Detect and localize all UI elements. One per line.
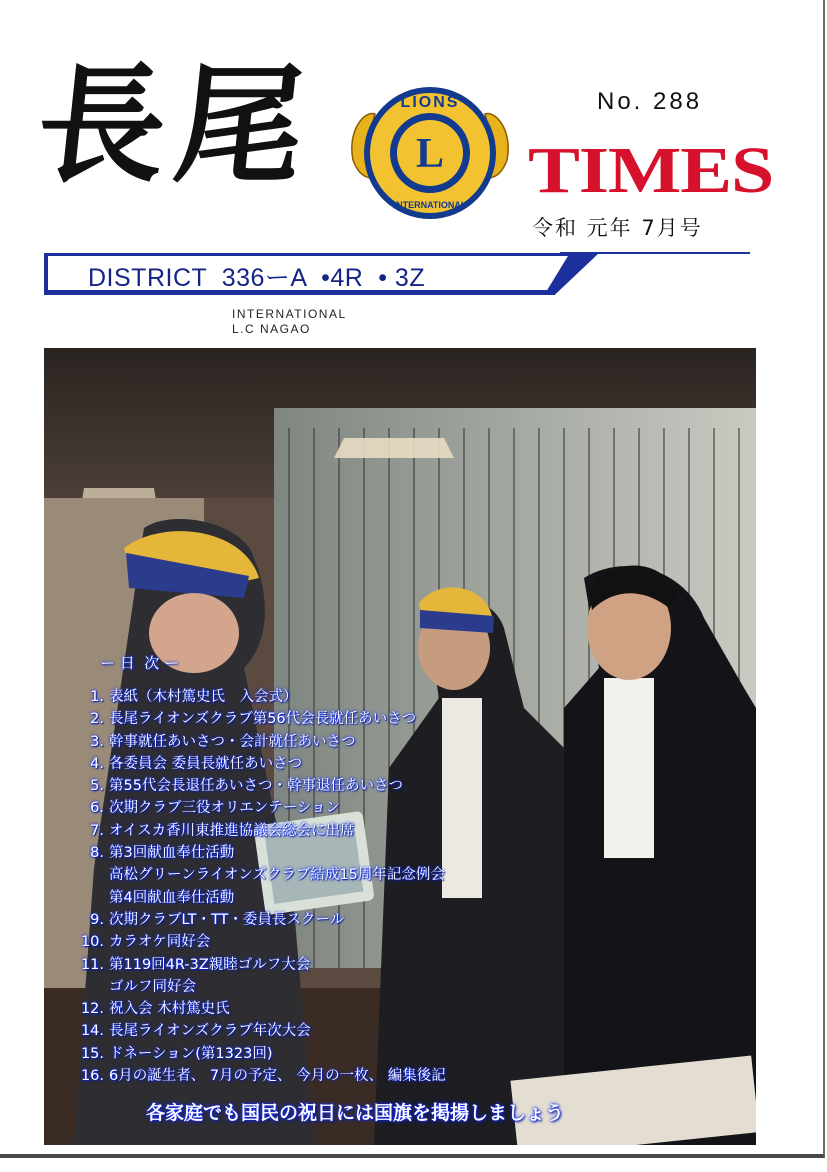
contents-item-number: 16.: [80, 1068, 104, 1085]
contents-item-number: 10.: [80, 934, 104, 951]
lions-international-logo: [347, 70, 513, 236]
contents-subitem: 高松グリーンライオンズクラブ結成15周年記念例会: [109, 867, 445, 884]
lions-l-mark: L: [415, 131, 445, 177]
contents-item: [72, 686, 446, 708]
contents-item: [72, 820, 446, 842]
contents-item-title: カラオケ同好会: [109, 934, 211, 951]
contents-item-number: 4.: [90, 755, 104, 772]
contents-item: [72, 731, 446, 753]
flag-reminder-message: 各家庭でも国民の祝日には国旗を掲揚しましょう: [146, 1102, 565, 1124]
contents-item-title: 第3回献血奉仕活動: [109, 845, 235, 862]
contents-item-number: 11.: [80, 956, 104, 973]
contents-item-number: 7.: [90, 822, 104, 839]
contents-heading: ー 日 次 ー: [100, 654, 180, 672]
contents-item-title: 次期クラブLT・TT・委員長スクール: [109, 911, 345, 928]
contents-item-number: 8.: [90, 845, 104, 862]
club-name-line2: L.C NAGAO: [232, 322, 311, 336]
contents-item-title: ドネーション(第1323回): [109, 1045, 273, 1062]
contents-item-title: 第119回4R-3Z親睦ゴルフ大会: [109, 956, 311, 973]
contents-item: [72, 998, 446, 1020]
contents-item-title: 表紙（木村篤史氏 入会式）: [109, 689, 298, 705]
contents-item: [72, 1020, 446, 1042]
contents-item: [72, 708, 446, 730]
contents-item: [72, 954, 446, 976]
contents-list: [72, 686, 446, 1087]
contents-item-number: 1.: [90, 689, 104, 705]
contents-item-number: 14.: [80, 1023, 104, 1040]
contents-item-title: 6月の誕生者、 7月の予定、 今月の一枚、 編集後記: [109, 1068, 446, 1085]
contents-item: [72, 842, 446, 864]
contents-subitem: ゴルフ同好会: [109, 978, 196, 995]
contents-item-number: 5.: [90, 778, 104, 795]
times-logo: TIMES: [528, 134, 774, 207]
contents-item: [72, 1043, 446, 1065]
contents-item-title: 次期クラブ三役オリエンテーション: [109, 800, 341, 817]
lions-badge-top-text: LIONS: [400, 94, 460, 111]
contents-item: [72, 1065, 446, 1087]
contents-item: [72, 753, 446, 775]
contents-item: [72, 909, 446, 931]
issue-number: No. 288: [597, 88, 703, 115]
newsletter-title: 長尾: [30, 51, 322, 201]
contents-item-title: 第55代会長退任あいさつ・幹事退任あいさつ: [109, 778, 403, 795]
contents-item-number: 2.: [90, 711, 104, 728]
issue-date: 令和 元年 7月号: [532, 216, 703, 240]
cover-photo: [44, 348, 756, 1145]
contents-subitem: 第4回献血奉仕活動: [109, 889, 235, 906]
lions-badge-bottom-text: INTERNATIONAL: [393, 200, 467, 210]
contents-item-number: 3.: [90, 733, 104, 750]
contents-item: [72, 931, 446, 953]
contents-item-title: 祝入会 木村篤史氏: [109, 1001, 230, 1018]
contents-item-title: オイスカ香川東推進協議会総会に出席: [109, 822, 355, 839]
contents-item-title: 長尾ライオンズクラブ年次大会: [109, 1023, 311, 1040]
district-label: DISTRICT 336ーA •4R • 3Z: [88, 264, 426, 292]
contents-item: [72, 797, 446, 819]
club-name-line1: INTERNATIONAL: [232, 307, 347, 321]
contents-item-number: 12.: [80, 1001, 104, 1018]
contents-item-title: 幹事就任あいさつ・会計就任あいさつ: [109, 733, 356, 750]
contents-item: [72, 775, 446, 797]
contents-item-title: 長尾ライオンズクラブ第56代会長就任あいさつ: [109, 711, 417, 728]
contents-item-number: 15.: [80, 1045, 104, 1062]
contents-item-number: 9.: [90, 911, 104, 928]
contents-item-number: 6.: [90, 800, 104, 817]
contents-item-title: 各委員会 委員長就任あいさつ: [109, 755, 303, 772]
